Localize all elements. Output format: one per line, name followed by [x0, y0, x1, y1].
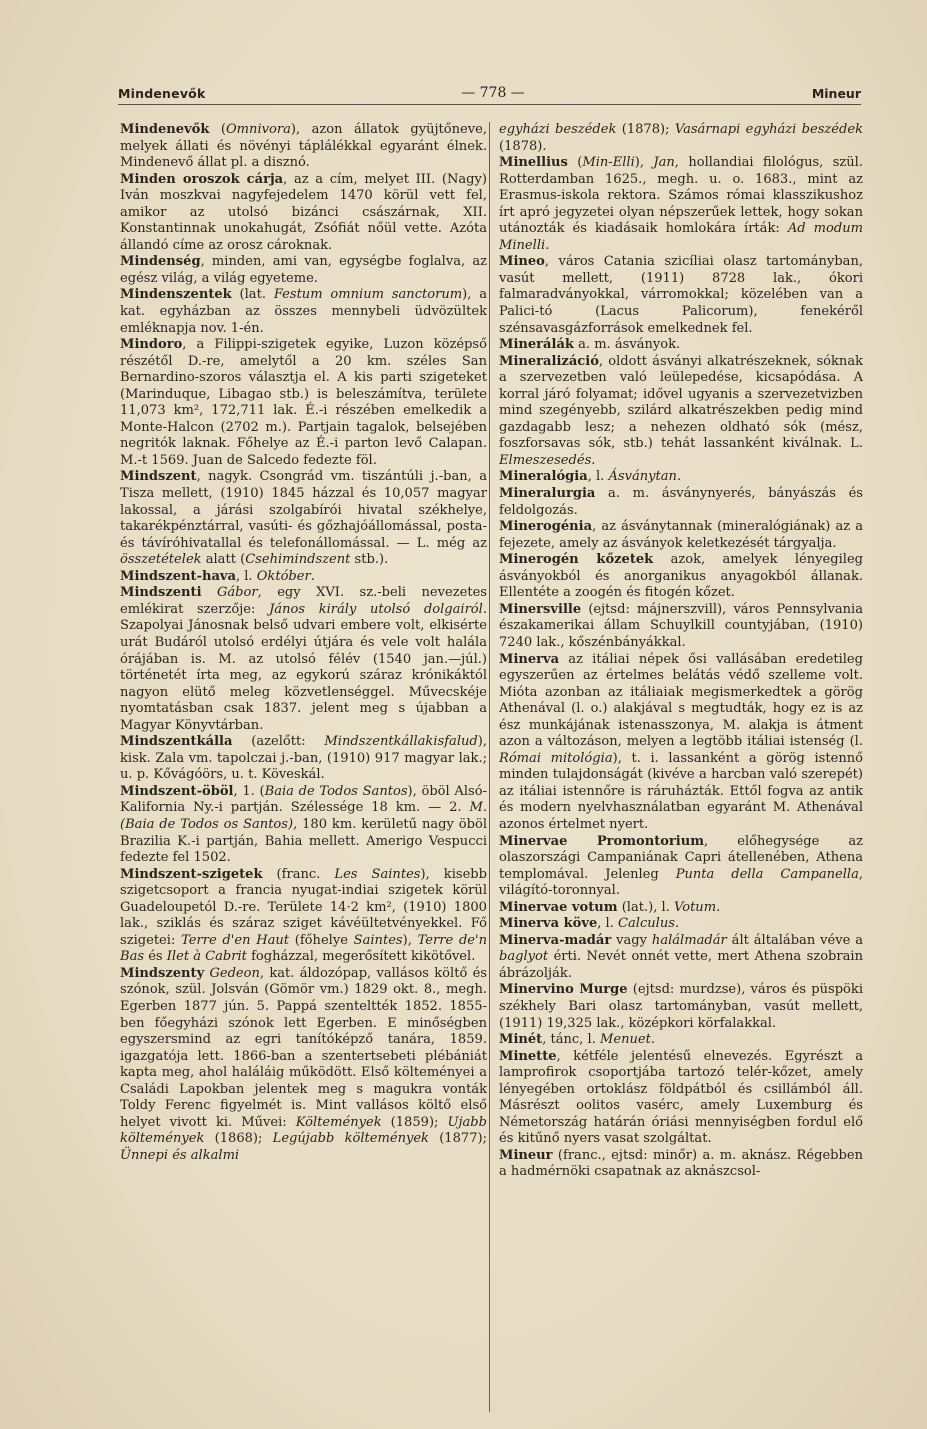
entry-text: , előhegysége az olaszországi Campaniának Capri átellenében, Athena templomával. Jelenleg — [499, 833, 863, 882]
entry-italic-text: Ad modum Minelli — [499, 221, 863, 253]
entry-text: vagy — [611, 932, 652, 948]
entry-headword: Mindenszentek — [120, 287, 232, 303]
entry-text: (1878). — [499, 138, 547, 154]
page-header — [118, 86, 861, 110]
entry-headword: Mindenség — [120, 254, 201, 270]
entry-text — [202, 585, 217, 600]
dictionary-entry — [499, 354, 863, 470]
dictionary-entry — [120, 867, 487, 966]
dictionary-entry — [120, 569, 487, 586]
entry-italic-text: Ilet à Cabrit — [166, 949, 247, 965]
column-divider — [489, 122, 490, 1412]
dictionary-entry — [499, 1148, 863, 1181]
dictionary-entry — [499, 652, 863, 834]
entry-italic-text: Baia de Todos Santos — [264, 783, 408, 799]
entry-text: és — [144, 949, 167, 965]
entry-italic-text: Október — [256, 568, 311, 584]
entry-headword: Mindenevők — [120, 122, 210, 137]
header-left-guideword: Mindenevők — [118, 86, 206, 101]
dictionary-entry — [499, 933, 863, 983]
entry-italic-text: Terre d'en Haut — [181, 932, 290, 948]
entry-text: érti. Nevét onnét vette, mert Athena szobrain ábrázolják. — [499, 949, 863, 981]
dictionary-entry — [499, 1032, 863, 1049]
entry-text: (ejtsd: májnerszvill), város Pennsylvania északamerikai állam Schuylkill countyjában, (1910) 7240 lak., kőszénbányákkal. — [499, 601, 863, 650]
entry-text: , hollandiai filológus, szül. Rotterdamban 1625., megh. u. o. 1683., mint az Erasmus-iskola rektora. Számos római klasszikushoz írt apró jegyzetei olyan népszerűek lettek, hogy sokan utánozták és kiadásaik homlokára írták: — [499, 155, 863, 237]
entry-text: . — [591, 452, 596, 468]
dictionary-entry — [499, 1049, 863, 1148]
dictionary-entry — [120, 966, 487, 1165]
entry-text: (franc. — [262, 866, 335, 882]
entry-headword: Mindszent-hava — [120, 568, 236, 584]
entry-text: , kétféle jelentésű elnevezés. Egyrészt a lamprofirok csoportjába tartozó telér-kőzet, amely lényegében ortoklász földpátból és csillámból áll. Másrészt oolitos vasérc, amely Luxemburg és Németország határán óriási mennyiségben fordul elő és kitűnő nyers vasat szolgáltat. — [499, 1048, 863, 1147]
entry-text: ), — [634, 155, 654, 171]
entry-text: , l. — [587, 469, 609, 485]
dictionary-entry — [499, 900, 863, 917]
entry-headword: Mineo — [499, 254, 545, 270]
dictionary-entry — [499, 122, 863, 155]
dictionary-entry — [120, 172, 487, 255]
dictionary-entry — [120, 784, 487, 867]
dictionary-entry — [120, 585, 487, 734]
entry-text: . — [545, 237, 550, 253]
entry-italic-text: Legújabb költemények — [272, 1131, 429, 1147]
entry-headword: Mindszent-öböl — [120, 783, 234, 799]
dictionary-entry — [499, 254, 863, 337]
dictionary-entry — [499, 519, 863, 552]
entry-headword: Mindoro — [120, 337, 183, 353]
header-rule — [118, 104, 861, 105]
dictionary-entry — [499, 486, 863, 519]
entry-text: a. m. ásványnyerés, bányászás és feldolgozás. — [499, 486, 863, 518]
entry-italic-text: Vasárnapi egyházi beszédek — [674, 122, 863, 137]
entry-headword: Mineralizáció — [499, 353, 599, 369]
entry-text: ), — [402, 932, 418, 948]
entry-text: , 1. ( — [233, 783, 265, 799]
dictionary-entry — [120, 287, 487, 337]
dictionary-entry — [120, 254, 487, 287]
entry-text: ), öböl Alsó-Kalifornia Ny.-i partján. Szélessége 18 km. — 2. — [120, 783, 487, 816]
entry-italic-text: Ujabb költemények — [120, 1114, 487, 1147]
entry-text: , 180 km. kerületű nagy öböl Brazilia K.-i partján, Bahia mellett. Amerigo Vespucci fedezte fel 1502. — [120, 816, 487, 866]
entry-text: ), a kat. egyházban az összes mennybeli üdvözültek emléknapja nov. 1-én. — [120, 287, 487, 336]
entry-text: , az a cím, melyet III. (Nagy) Iván moszkvai nagyfejedelem 1470 körül vett fel, amikor az utolsó bizánci császárnak, XII. Konstantinnak unokahugát, Zsófiát nőül vette. Azóta állandó címe az orosz cároknak. — [120, 171, 487, 253]
entry-headword: Mindszenti — [120, 585, 202, 601]
entry-text: . Szapolyai Jánosnak belső udvari embere volt, elkisérte urát Budáról utolsó erdélyi útjára és vele volt halála órájában is. M. az utolsó félév (1540 jan.—júl.) történetét írta meg, az egykorú száraz krónikáktól nagyon elütő meleg közvetlenséggel. Művecskéje nyomtatásban csak 1837. jelent meg s újabban a Magyar Könyvtárban. — [120, 601, 487, 733]
entry-italic-text: Votum — [673, 899, 717, 915]
entry-text: ( — [567, 155, 583, 171]
entry-headword: Minerva — [499, 651, 560, 667]
entry-headword: Mindszentkálla — [120, 734, 233, 750]
dictionary-entry — [120, 337, 487, 469]
entry-text: , a Filippi-szigetek egyike, Luzon középső részétől D.-re, amelytől a 20 km. széles San Bernardino-szoros választja el. A kis parti szigeteket (Marinduque, Libagao stb.) is beleszámítva, területe 11,073 km², 172,711 lak. É.-i részében emelkedik a Monte-Halcon (2702 m.). Partjain tagalok, belsejében negritók laknak. Főhelye az É.-i parton levő Calapan. M.-t 1569. Juan de Salcedo fedezte föl. — [120, 337, 487, 468]
entry-headword: Minervae Promontorium — [499, 833, 705, 849]
entry-italic-text: Csehimindszent — [245, 552, 351, 568]
dictionary-entry — [499, 834, 863, 900]
entry-text: , minden, ami van, egységbe foglalva, az egész világ, a világ egyeteme. — [120, 254, 487, 286]
entry-text: stb.). — [350, 552, 389, 568]
entry-headword: Mineralurgia — [499, 486, 596, 502]
entry-text: , oldott ásványi alkatrészeknek, sóknak a szervezetben való leülepedése, kicsapódása. A korral járó folyamat; idővel ugyanis a szervezetvizben mind szegényebb, szilárd alkatrészekben pedig mind gazdagabb lesz; a nehezen oldható sók (mész, foszforsavas sók, stb.) tehát lassanként kiválnak. L. — [499, 353, 863, 452]
entry-text: , város Catania szicíliai olasz tartományban, vasút mellett, (1911) 8728 lak., ókori falmaradványokkal, várromokkal; közelében van a Palici-tó (Lacus Palicorum), fenekéről szénsavasgázforrások emelkednek fel. — [499, 254, 863, 336]
entry-text: ), kisk. Zala vm. tapolczai j.-ban, (1910) 917 magyar lak.; u. p. Kővágóörs, u. t. Köveskál. — [120, 734, 487, 783]
dictionary-entry — [499, 916, 863, 933]
left-column — [120, 122, 487, 1422]
entry-italic-text: Jan — [653, 155, 675, 171]
entry-text: alatt ( — [201, 552, 246, 568]
entry-text: ), kisebb szigetcsoport a francia nyugat-indiai szigetek körül Guadeloupetól D.-re. Területe 14·2 km², (1910) 1800 lak., sziklás és száraz sziget kávéültetvényekkel. Fő szigetei: — [120, 866, 487, 948]
entry-italic-text: Költemények — [295, 1114, 382, 1130]
header-right-guideword: Mineur — [811, 86, 861, 101]
entry-text: . — [716, 899, 721, 915]
entry-text: (ejtsd: murdzse), város és püspöki székhely Bari olasz tartományban, vasút mellett, (1911) 19,325 lak., középkori körfalakkal. — [499, 982, 863, 1031]
entry-headword: Minervae votum — [499, 899, 618, 915]
entry-headword: Minerva-madár — [499, 932, 612, 948]
entry-text: , tánc, l. — [542, 1032, 601, 1048]
entry-italic-text: Mindszentkállakisfalud — [324, 734, 478, 750]
entry-italic-text: Ásványtan — [608, 469, 677, 485]
entry-text: . — [650, 1032, 656, 1048]
dictionary-entry — [120, 469, 487, 568]
entry-headword: Minerva köve — [499, 916, 598, 932]
entry-italic-text: Punta della Campanella — [675, 866, 859, 882]
entry-headword: Minerogénia — [499, 519, 593, 535]
entry-italic-text: baglyot — [499, 949, 549, 965]
entry-italic-text: összetételek — [120, 552, 202, 568]
entry-italic-text: Menuet — [600, 1032, 651, 1048]
entry-italic-text: Festum omnium sanctorum — [273, 287, 463, 303]
entry-italic-text: Les Saintes — [334, 866, 421, 882]
entry-text: az itáliai népek ősi vallásában eredetileg egyszerűen az értelmes belátás védő szelleme volt. Mióta azonban az itáliaiak megismerkedtek a görög Athenával (l. o.) alakjával s megtudták, hogy ez is az ész munkájának istenasszonya, M. alakja is átment azon a változáson, melyen a legtöbb itáliai istenség (l. — [499, 651, 863, 750]
entry-headword: Mineur — [499, 1147, 553, 1163]
entry-text: ), t. i. lassanként a görög istennő minden tulajdonságát (kivéve a harcban való szerepét) az itáliai istennőre is ráruházták. Ettől fogva az antik és modern nyelvhasználatban egyaránt M. Athenával azonos értelmet nyert. — [499, 750, 863, 832]
entry-italic-text: Saintes — [353, 932, 403, 948]
dictionary-entry — [120, 734, 487, 784]
entry-headword: Minerogén kőzetek — [499, 552, 654, 568]
entry-italic-text: Elmeszesedés — [499, 452, 592, 468]
entry-italic-text: halálmadár — [651, 932, 727, 948]
entry-text: fogházzal, megerősített kikötővel. — [246, 949, 476, 965]
entry-italic-text: egyházi beszédek — [499, 122, 617, 137]
dictionary-entry — [499, 602, 863, 652]
entry-text: , l. — [597, 916, 619, 932]
dictionary-entry — [499, 552, 863, 602]
dictionary-entry — [499, 155, 863, 254]
entry-headword: Mineralógia — [499, 469, 588, 485]
entry-text: (franc., ejtsd: minőr) a. m. aknász. Régebben a hadmérnöki csapatnak az aknászcsol- — [499, 1147, 863, 1180]
entry-headword: Minden oroszok cárja — [120, 171, 284, 187]
entry-text: , világító-toronnyal. — [499, 866, 863, 899]
entry-headword: Mindszent — [120, 469, 197, 485]
entry-headword: Mindszent-szigetek — [120, 866, 263, 882]
entry-text: ált általában véve a — [726, 932, 863, 948]
entry-text: , l. — [235, 568, 257, 584]
entry-text: (lat. — [231, 287, 274, 303]
entry-italic-text: Calculus — [618, 916, 675, 932]
entry-italic-text: János király utolsó dolgairól — [269, 601, 483, 617]
entry-headword: Minét — [499, 1032, 543, 1048]
entry-headword: Minersville — [499, 601, 582, 617]
entry-text: , kat. áldozópap, vallásos költő és szónok, szül. Jolsván (Gömör vm.) 1829 okt. 8., megh. Egerben 1877 jún. 5. Pappá szenteltték 1852. 1855-ben főegyházi szónok lett Egerben. E minőségben egyszersmind az egri tanítóképző tanára, 1859. igazgatója lett. 1866-ban a szentertsebeti plébániát kapta meg, ahol haláláig működött. Első költeményei a Családi Lapokban jelentek meg s magukra vonták Toldy Ferenc figyelmét is. Mint vallásos költő első helyet vivott ki. Művei: — [120, 965, 487, 1130]
entry-text: (főhelye — [289, 932, 354, 948]
entry-text: (1868); — [204, 1131, 273, 1147]
entry-italic-text: M. (Baia de Todos os Santos) — [120, 800, 487, 832]
dictionary-entry — [499, 337, 863, 354]
right-column — [499, 122, 863, 1422]
entry-text: , nagyk. Csongrád vm. tiszántúli j.-ban, a Tisza mellett, (1910) 1845 házzal és 10,057 magyar lakossal, a járási szolgabírói hivatal székhelye, takarékpénztárral, vasúti- és gőzhajóállomással, posta- és távíróhivatallal és telefonállomással. — L. még az — [120, 469, 487, 551]
page-number: — 778 — — [461, 85, 525, 101]
entry-text: ), azon állatok gyüjtőneve, melyek állati és növényi táplálékkal egyaránt élnek. Mindenevő állat pl. a disznó. — [120, 122, 487, 171]
entry-text: , egy XVI. sz.-beli nevezetes emlékirat szerzője: — [120, 585, 487, 617]
entry-text: , az ásványtannak (mineralógiának) az a fejezete, amely az ásványok keletkezését tárgyalja. — [499, 519, 863, 551]
entry-italic-text: Terre de'n Bas — [120, 932, 487, 965]
entry-italic-text: Min-Elli — [582, 155, 635, 171]
entry-text: (1877); — [428, 1131, 487, 1147]
entry-text: (1859); — [381, 1114, 448, 1130]
entry-text: ( — [209, 122, 226, 137]
entry-italic-text: Gábor — [216, 585, 258, 601]
entry-text: . — [310, 568, 315, 584]
dictionary-entry — [120, 122, 487, 172]
entry-headword: Minerálák — [499, 337, 574, 353]
entry-italic-text: Ünnepi és alkalmi — [120, 1147, 240, 1163]
dictionary-entry — [499, 469, 863, 486]
entry-headword: Minellius — [499, 155, 568, 171]
entry-headword: Minervino Murge — [499, 982, 628, 998]
dictionary-entry — [499, 982, 863, 1032]
entry-headword: Mindszenty — [120, 965, 205, 981]
entry-text: (1878); — [616, 122, 675, 137]
entry-text: azok, amelyek lényegileg ásványokból és anorganikus anyagokból állanak. Ellentéte a zoogén és fitogén kőzet. — [499, 552, 863, 601]
entry-text: . — [676, 469, 682, 485]
entry-text: (azelőtt: — [232, 734, 325, 750]
entry-text: a. m. ásványok. — [573, 337, 681, 353]
entry-italic-text: Gedeon — [209, 965, 260, 981]
entry-text: . — [674, 916, 680, 932]
entry-text: (lat.), l. — [617, 899, 674, 915]
entry-italic-text: Omnivora — [225, 122, 291, 137]
entry-headword: Minette — [499, 1048, 557, 1064]
entry-italic-text: Római mitológia — [499, 750, 613, 766]
